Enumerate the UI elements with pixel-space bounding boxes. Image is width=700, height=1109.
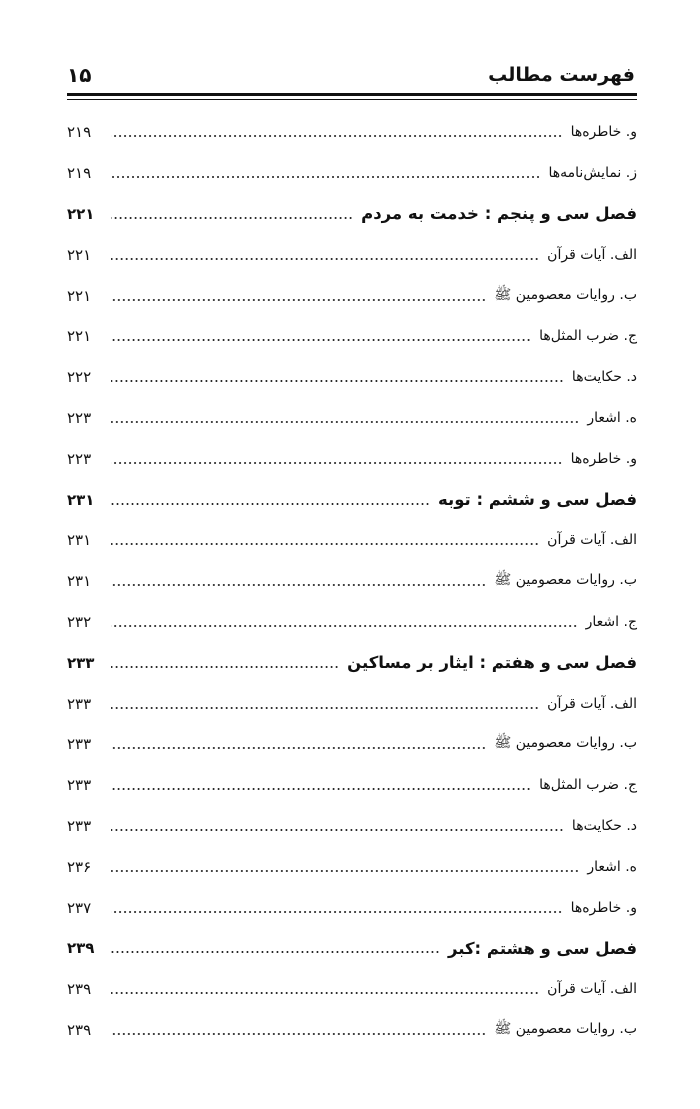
dot-leader [111,992,539,994]
table-of-contents [67,112,637,1050]
chapter-title: فصل سی و هشتم :کبر [447,938,637,958]
dot-leader [111,462,563,464]
chapter-title: فصل سی و پنجم : خدمت به مردم [361,204,637,224]
toc-entry[interactable] [67,520,637,561]
chapter-title: فصل سی و هفتم : ایثار بر مساکین [347,653,637,673]
dot-leader [111,666,339,668]
entry-page-number: ۲۳۳ [67,694,92,713]
entry-page-number: ۲۲۱ [67,245,92,264]
entry-label: ج. ضرب المثل‌ها [539,328,637,345]
toc-entry[interactable] [67,153,637,194]
entry-label: ه. اشعار [587,409,637,426]
dot-leader [111,503,430,505]
entry-page-number: ۲۳۷ [67,898,92,917]
entry-label: ز. نمایش‌نامه‌ها [548,165,637,182]
entry-page-number: ۲۲۱ [67,204,95,223]
toc-entry[interactable] [67,887,637,928]
entry-page-number: ۲۳۶ [67,857,92,876]
toc-entry[interactable] [67,357,637,398]
entry-page-number: ۲۳۱ [67,531,92,550]
dot-leader [111,299,486,301]
toc-entry[interactable] [67,846,637,887]
entry-page-number: ۲۲۳ [67,408,92,427]
toc-chapter-heading[interactable] [67,479,637,520]
entry-label: و. خاطره‌ها [570,899,637,916]
entry-label: ج. اشعار [585,613,637,630]
dot-leader [111,829,564,831]
entry-label: ب. روایات معصومین ﷺ [494,735,637,752]
dot-leader [111,870,579,872]
toc-entry[interactable] [67,724,637,765]
dot-leader [111,625,578,627]
entry-label: د. حکایت‌ها [571,369,637,386]
toc-entry[interactable] [67,969,637,1010]
dot-leader [111,421,579,423]
dot-leader [111,339,531,341]
entry-label: ج. ضرب المثل‌ها [539,777,637,794]
dot-leader [111,543,539,545]
entry-page-number: ۲۳۹ [67,939,95,958]
entry-page-number: ۲۳۳ [67,816,92,835]
entry-label: الف. آیات قرآن [547,695,637,712]
entry-label: ب. روایات معصومین ﷺ [494,1020,637,1037]
toc-entry[interactable] [67,234,637,275]
toc-entry[interactable] [67,561,637,602]
dot-leader [111,707,539,709]
dot-leader [111,1033,486,1035]
toc-entry[interactable] [67,765,637,806]
entry-page-number: ۲۱۹ [67,164,92,183]
toc-entry[interactable] [67,683,637,724]
entry-label: ه. اشعار [587,858,637,875]
entry-page-number: ۲۳۹ [67,1020,92,1039]
entry-page-number: ۲۲۱ [67,286,92,305]
toc-entry[interactable] [67,316,637,357]
dot-leader [111,788,531,790]
toc-entry[interactable] [67,1010,637,1051]
header-title: فهرست مطالب [488,64,635,86]
dot-leader [111,951,440,953]
entry-page-number: ۲۲۲ [67,368,92,387]
header-rule-thick [67,93,637,96]
entry-page-number: ۲۱۹ [67,123,92,142]
toc-chapter-heading[interactable] [67,194,637,235]
dot-leader [111,135,563,137]
entry-page-number: ۲۳۳ [67,735,92,754]
entry-page-number: ۲۳۳ [67,776,92,795]
dot-leader [111,747,486,749]
dot-leader [111,217,353,219]
toc-chapter-heading[interactable] [67,928,637,969]
toc-entry[interactable] [67,806,637,847]
entry-label: الف. آیات قرآن [547,532,637,549]
chapter-title: فصل سی و ششم : توبه [438,490,637,510]
entry-page-number: ۲۲۳ [67,449,92,468]
entry-page-number: ۲۲۱ [67,327,92,346]
toc-entry[interactable] [67,602,637,643]
entry-label: و. خاطره‌ها [570,124,637,141]
dot-leader [111,911,563,913]
dot-leader [111,380,564,382]
entry-page-number: ۲۳۳ [67,653,95,672]
toc-entry[interactable] [67,275,637,316]
page-header [67,60,635,90]
header-rule-thin [67,99,637,100]
entry-page-number: ۲۳۲ [67,612,92,631]
dot-leader [111,258,539,260]
dot-leader [111,584,486,586]
entry-label: ب. روایات معصومین ﷺ [494,286,637,303]
entry-label: ب. روایات معصومین ﷺ [494,572,637,589]
entry-page-number: ۲۳۱ [67,490,95,509]
entry-page-number: ۲۳۱ [67,572,92,591]
toc-entry[interactable] [67,112,637,153]
entry-label: د. حکایت‌ها [571,817,637,834]
toc-entry[interactable] [67,438,637,479]
entry-label: و. خاطره‌ها [570,450,637,467]
page-number: ۱۵ [67,63,92,87]
toc-chapter-heading[interactable] [67,642,637,683]
entry-label: الف. آیات قرآن [547,981,637,998]
toc-entry[interactable] [67,398,637,439]
dot-leader [111,176,541,178]
entry-page-number: ۲۳۹ [67,980,92,999]
entry-label: الف. آیات قرآن [547,246,637,263]
